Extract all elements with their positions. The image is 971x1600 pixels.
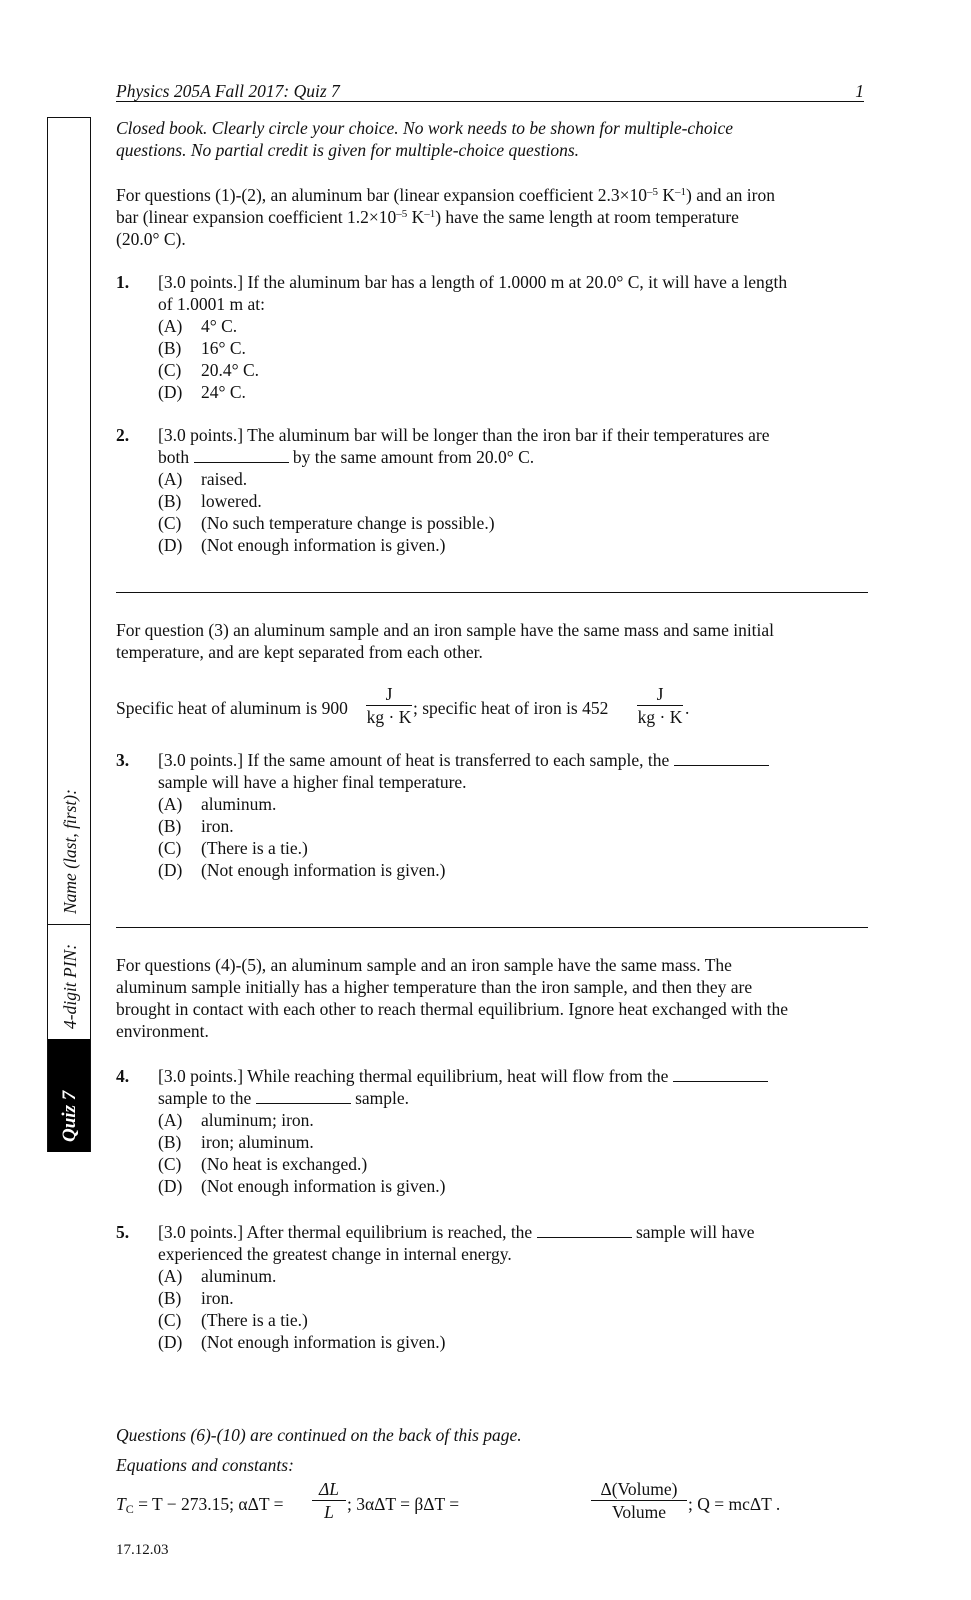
option-a[interactable]: (A) aluminum. — [158, 794, 277, 814]
unit-fraction: J kg · K — [637, 684, 683, 727]
question-text: [3.0 points.] If the aluminum bar has a length of 1.0000 m at 20.0° C, it will have a length — [158, 272, 788, 292]
equations-heading: Equations and constants: — [116, 1455, 294, 1475]
specific-heat-line — [116, 683, 868, 733]
question-number: 1. — [116, 272, 130, 292]
student-info-sidebar — [47, 117, 91, 1152]
preamble-line: For question (3) an aluminum sample and an iron sample have the same mass and same initial — [116, 620, 775, 640]
specific-heat-text: Specific heat of aluminum is 900 — [116, 698, 348, 718]
question-number: 5. — [116, 1222, 130, 1242]
preamble-questions-1-2 — [116, 184, 868, 250]
equation-fraction: ΔL L — [312, 1478, 346, 1523]
option-d[interactable]: (D) (Not enough information is given.) — [158, 1332, 446, 1352]
section-divider — [116, 927, 868, 928]
equation-text: ; Q = mcΔT . — [688, 1494, 781, 1514]
question-text: experienced the greatest change in internal energy. — [158, 1244, 512, 1264]
equations-line — [116, 1478, 876, 1532]
option-c[interactable]: (C) (No such temperature change is possible.) — [158, 513, 495, 533]
answer-blank — [537, 1222, 632, 1238]
answer-blank — [256, 1088, 351, 1104]
answer-blank — [194, 447, 289, 463]
option-c[interactable]: (C) 20.4° C. — [158, 360, 260, 380]
preamble-line: For questions (4)-(5), an aluminum sample and an iron sample have the same mass. The — [116, 955, 732, 975]
question-number: 4. — [116, 1066, 130, 1086]
specific-heat-text: . — [685, 698, 690, 718]
name-field-label: Name (last, first): — [60, 789, 80, 914]
page-title: Physics 205A Fall 2017: Quiz 7 — [116, 81, 340, 101]
question-text: sample will have a higher final temperature. — [158, 772, 467, 792]
section-divider — [116, 592, 868, 593]
option-b[interactable]: (B) iron; aluminum. — [158, 1132, 314, 1152]
continued-note: Questions (6)-(10) are continued on the back of this page. — [116, 1425, 522, 1445]
instructions-line: Closed book. Clearly circle your choice. No work needs to be shown for multiple-choice — [116, 118, 734, 138]
preamble-line: bar (linear expansion coefficient $1.2\times 10^{-5}$ $K^{-1}$) have the same length at room temperature — [116, 207, 739, 227]
option-b[interactable]: (B) iron. — [158, 816, 234, 836]
option-d[interactable]: (D) (Not enough information is given.) — [158, 535, 446, 555]
question-text: [3.0 points.] After thermal equilibrium is reached, the sample will have — [158, 1222, 755, 1242]
question-text: both by the same amount from 20.0° C. — [158, 447, 535, 467]
preamble-line: brought in contact with each other to reach thermal equilibrium. Ignore heat exchanged with the — [116, 999, 789, 1019]
question-text: [3.0 points.] The aluminum bar will be longer than the iron bar if their temperatures are — [158, 425, 770, 445]
option-c[interactable]: (C) (There is a tie.) — [158, 1310, 308, 1330]
option-a[interactable]: (A) 4° C. — [158, 316, 238, 336]
question-text: of 1.0001 m at: — [158, 294, 265, 314]
option-c[interactable]: (C) (No heat is exchanged.) — [158, 1154, 368, 1174]
sidebar-divider — [48, 924, 90, 925]
option-d[interactable]: (D) (Not enough information is given.) — [158, 860, 446, 880]
equation-text: ; 3αΔT = βΔT = — [347, 1494, 460, 1514]
option-b[interactable]: (B) lowered. — [158, 491, 262, 511]
option-a[interactable]: (A) aluminum; iron. — [158, 1110, 314, 1130]
question-number: 2. — [116, 425, 130, 445]
option-d[interactable]: (D) 24° C. — [158, 382, 246, 402]
specific-heat-text: ; specific heat of iron is 452 — [413, 698, 609, 718]
option-b[interactable]: (B) 16° C. — [158, 338, 246, 358]
preamble-questions-4-5 — [116, 954, 868, 1042]
preamble-line: aluminum sample initially has a higher temperature than the iron sample, and then they are — [116, 977, 753, 997]
option-d[interactable]: (D) (Not enough information is given.) — [158, 1176, 446, 1196]
pin-field-label: 4-digit PIN: — [60, 943, 80, 1029]
preamble-question-3 — [116, 619, 868, 663]
answer-blank — [673, 1066, 768, 1082]
preamble-line: For questions (1)-(2), an aluminum bar (linear expansion coefficient $2.3\times 10^{-5}$ $K^{-1}$) and an iron — [116, 185, 775, 205]
question-text: [3.0 points.] If the same amount of heat is transferred to each sample, the — [158, 749, 866, 771]
question-number: 3. — [116, 750, 130, 770]
equation-text: $T_C = T - 273.15$; αΔT = — [116, 1494, 284, 1516]
page-number: 1 — [855, 81, 864, 101]
answer-blank — [674, 750, 769, 766]
document-date: 17.12.03 — [116, 1542, 169, 1558]
preamble-line: temperature, and are kept separated from each other. — [116, 642, 483, 662]
preamble-line: environment. — [116, 1021, 209, 1041]
equation-fraction: Δ(Volume) Volume — [591, 1478, 687, 1523]
option-c[interactable]: (C) (There is a tie.) — [158, 838, 308, 858]
option-b[interactable]: (B) iron. — [158, 1288, 234, 1308]
question-text: sample to the sample. — [158, 1088, 410, 1108]
instructions-line: questions. No partial credit is given for multiple-choice questions. — [116, 140, 580, 160]
preamble-line: (20.0° C). — [116, 229, 186, 249]
quiz-label: Quiz 7 — [59, 1090, 80, 1142]
option-a[interactable]: (A) raised. — [158, 469, 248, 489]
unit-fraction: J kg · K — [366, 684, 412, 727]
option-a[interactable]: (A) aluminum. — [158, 1266, 277, 1286]
instructions — [116, 117, 868, 161]
page-header — [116, 80, 864, 102]
question-text: [3.0 points.] While reaching thermal equilibrium, heat will flow from the — [158, 1065, 866, 1087]
